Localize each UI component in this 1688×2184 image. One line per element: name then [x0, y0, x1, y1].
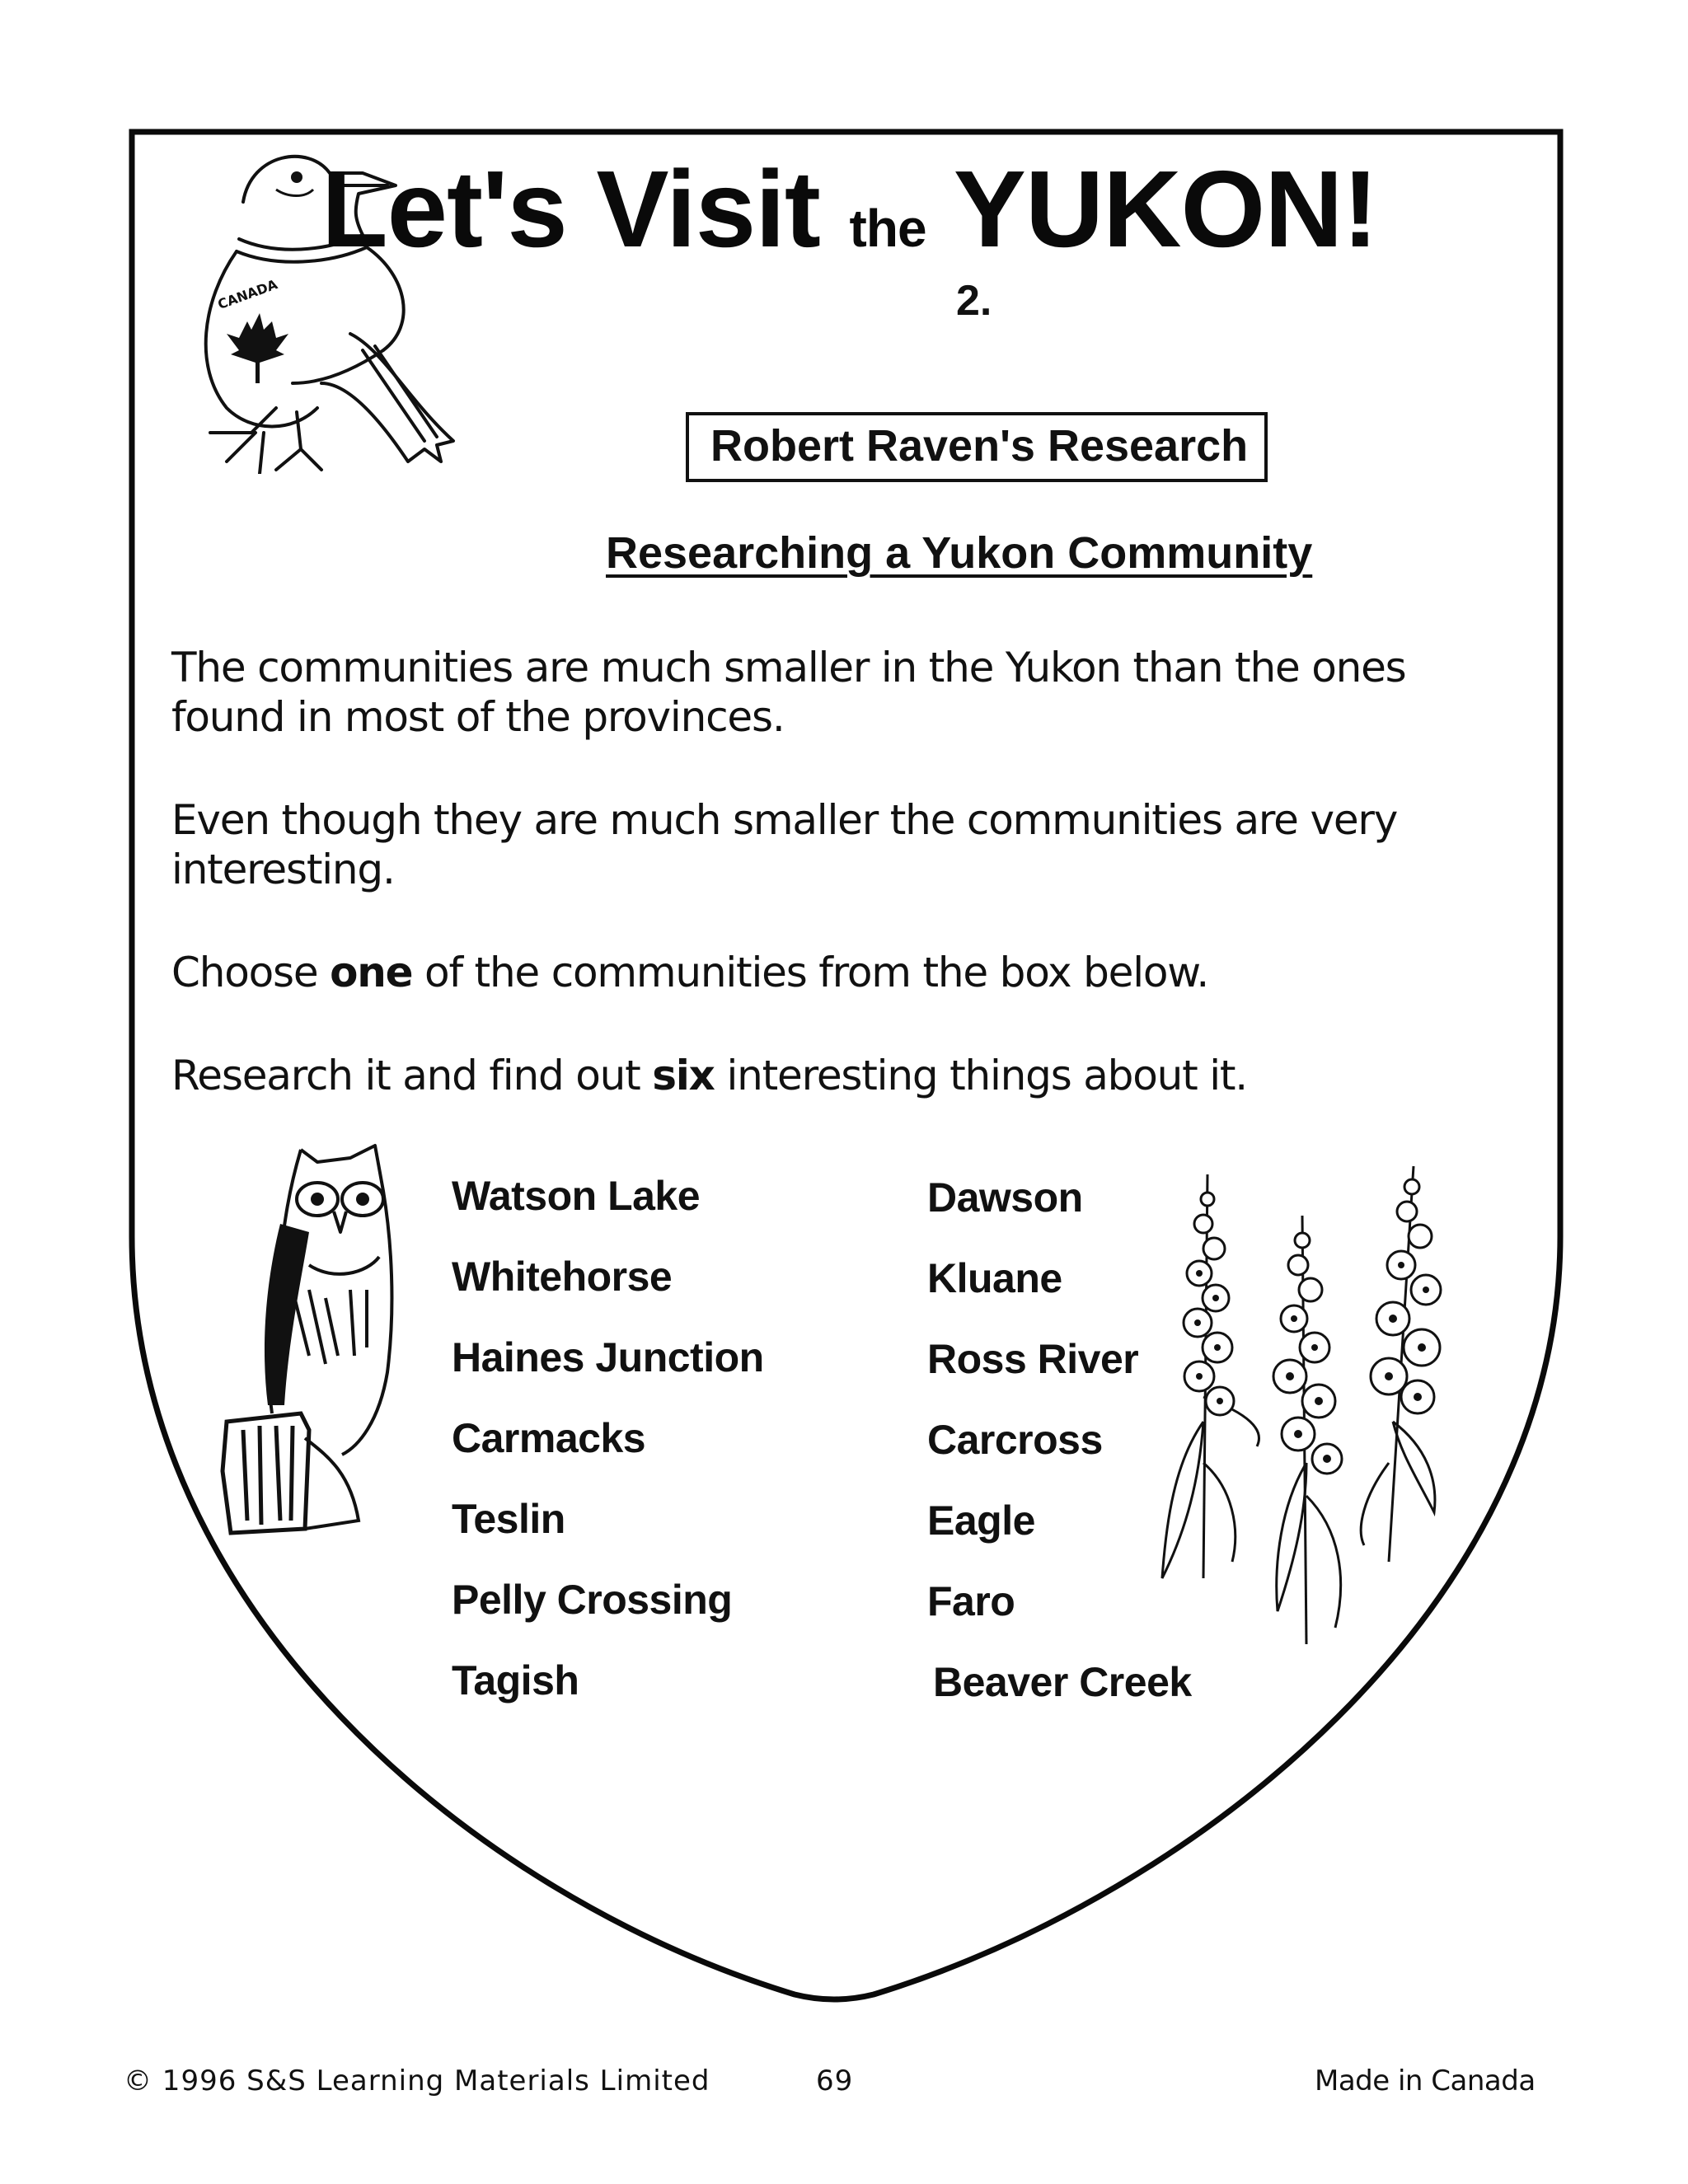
community-eagle: Eagle [927, 1497, 1035, 1544]
p4-before: Research it and find out [171, 1052, 653, 1099]
community-pelly-crossing: Pelly Crossing [452, 1577, 733, 1623]
boxed-heading: Robert Raven's Research [686, 412, 1268, 482]
p3-after: of the communities from the box below. [412, 949, 1209, 996]
section-number: 2. [956, 277, 992, 325]
page-title [321, 148, 1378, 269]
p4-bold: six [652, 1052, 715, 1099]
community-teslin: Teslin [452, 1496, 565, 1542]
footer-origin: Made in Canada [1315, 2064, 1536, 2097]
community-dawson: Dawson [927, 1174, 1083, 1221]
paragraph-intro: The communities are much smaller in the Yukon than the ones found in most of the provinces. [171, 644, 1406, 741]
subheading: Researching a Yukon Community [606, 528, 1313, 578]
community-carmacks: Carmacks [452, 1415, 646, 1461]
community-whitehorse: Whitehorse [452, 1254, 673, 1300]
footer-page-number: 69 [816, 2064, 854, 2097]
title-part1: Let's Visit [321, 148, 820, 269]
title-small: the [849, 199, 926, 258]
community-faro: Faro [927, 1578, 1015, 1624]
bird-shirt-text: CANADA [215, 276, 280, 313]
community-beaver-creek: Beaver Creek [933, 1659, 1192, 1705]
community-ross-river: Ross River [927, 1336, 1139, 1382]
paragraph-choose [171, 948, 1457, 997]
owl-on-stump-icon [210, 1141, 416, 1537]
footer-copyright: © 1996 S&S Learning Materials Limited [124, 2064, 710, 2097]
community-carcross: Carcross [927, 1417, 1103, 1463]
community-watson-lake: Watson Lake [452, 1173, 701, 1219]
title-part2: YUKON! [953, 148, 1378, 269]
paragraph-interesting: Even though they are much smaller the communities are very interesting. [171, 796, 1398, 893]
p3-bold: one [330, 949, 413, 996]
paragraph-research [171, 1051, 1457, 1100]
community-kluane: Kluane [927, 1255, 1062, 1301]
fireweed-flowers-icon [1142, 1150, 1455, 1652]
community-haines-junction: Haines Junction [452, 1334, 764, 1380]
community-tagish: Tagish [452, 1657, 579, 1704]
p4-after: interesting things about it. [714, 1052, 1247, 1099]
community-list-left [452, 1155, 764, 1721]
p3-before: Choose [171, 949, 331, 996]
